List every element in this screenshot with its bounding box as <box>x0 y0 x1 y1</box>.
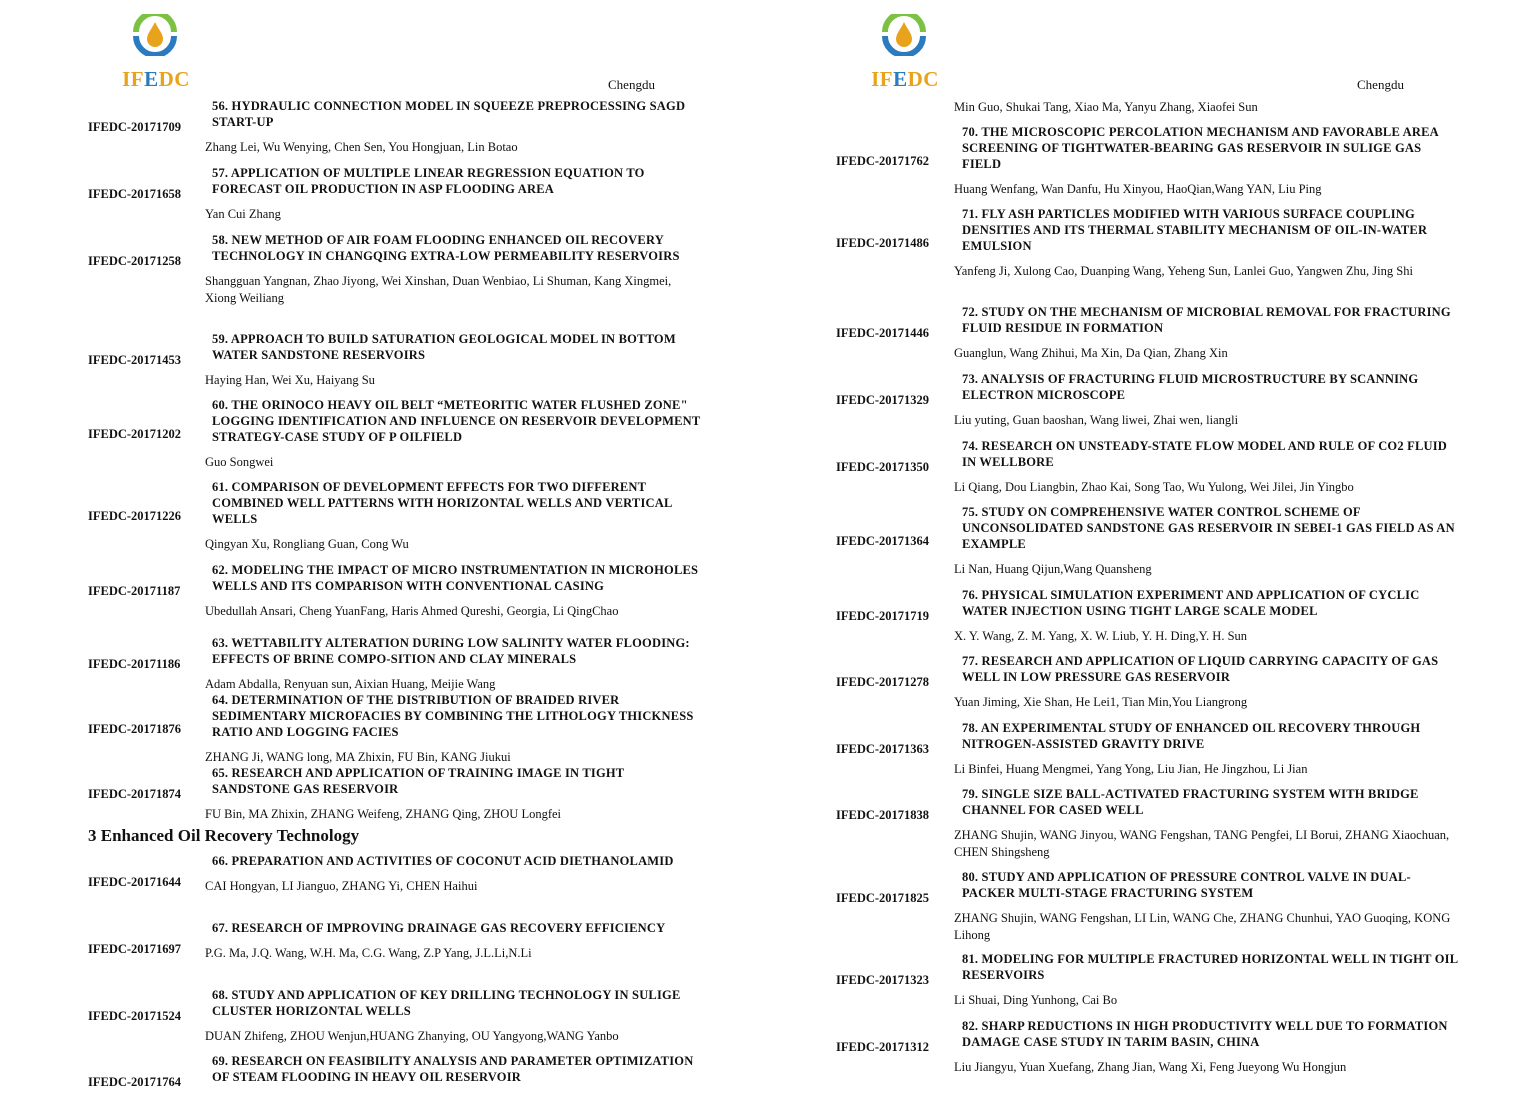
drop-logo-icon <box>130 14 180 56</box>
paper-code: IFEDC-20171486 <box>836 236 930 250</box>
paper-authors: Yan Cui Zhang <box>205 207 281 221</box>
paper-code: IFEDC-20171524 <box>88 1009 182 1023</box>
paper-title: 63. WETTABILITY ALTERATION DURING LOW SALINITY WATER FLOODING: EFFECTS OF BRINE COMPO-SITION AND CLAY MINERALS <box>212 636 690 666</box>
right-page <box>768 0 1536 1112</box>
paper-authors: Qingyan Xu, Rongliang Guan, Cong Wu <box>205 537 409 551</box>
paper-authors: Guanglun, Wang Zhihui, Ma Xin, Da Qian, Zhang Xin <box>954 346 1228 360</box>
paper-authors: Zhang Lei, Wu Wenying, Chen Sen, You Hongjuan, Lin Botao <box>205 140 518 154</box>
paper-code: IFEDC-20171876 <box>88 722 182 736</box>
paper-code: IFEDC-20171453 <box>88 353 182 367</box>
paper-code: IFEDC-20171658 <box>88 187 182 201</box>
paper-authors: Haying Han, Wei Xu, Haiyang Su <box>205 373 375 387</box>
lead-authors: Min Guo, Shukai Tang, Xiao Ma, Yanyu Zhang, Xiaofei Sun <box>954 100 1258 114</box>
paper-title: 75. STUDY ON COMPREHENSIVE WATER CONTROL SCHEME OF UNCONSOLIDATED SANDSTONE GAS RESERVOIR IN SEBEI-1 GAS FIELD AS AN EXAMPLE <box>962 505 1455 551</box>
paper-authors: DUAN Zhifeng, ZHOU Wenjun,HUANG Zhanying, OU Yangyong,WANG Yanbo <box>205 1029 619 1043</box>
paper-code: IFEDC-20171762 <box>836 154 930 168</box>
header-city: Chengdu <box>1357 77 1404 92</box>
paper-title: 77. RESEARCH AND APPLICATION OF LIQUID CARRYING CAPACITY OF GAS WELL IN LOW PRESSURE GAS RESERVOIR <box>962 654 1439 684</box>
paper-title: 69. RESEARCH ON FEASIBILITY ANALYSIS AND PARAMETER OPTIMIZATION OF STEAM FLOODING IN HEAVY OIL RESERVOIR <box>212 1054 694 1084</box>
section-heading: 3 Enhanced Oil Recovery Technology <box>88 826 360 845</box>
paper-title: 78. AN EXPERIMENTAL STUDY OF ENHANCED OIL RECOVERY THROUGH NITROGEN-ASSISTED GRAVITY DRIVE <box>962 721 1421 751</box>
ifedc-logo <box>111 14 201 91</box>
paper-authors: ZHANG Ji, WANG long, MA Zhixin, FU Bin, KANG Jiukui <box>205 750 511 764</box>
paper-authors: Shangguan Yangnan, Zhao Jiyong, Wei Xinshan, Duan Wenbiao, Li Shuman, Kang Xingmei, Xiong Weiliang <box>205 274 672 305</box>
paper-authors: ZHANG Shujin, WANG Jinyou, WANG Fengshan, TANG Pengfei, LI Borui, ZHANG Xiaochuan, CHEN Shingsheng <box>954 828 1450 859</box>
paper-code: IFEDC-20171323 <box>836 973 930 987</box>
paper-title: 64. DETERMINATION OF THE DISTRIBUTION OF BRAIDED RIVER SEDIMENTARY MICROFACIES BY COMBINING THE LITHOLOGY THICKNESS RATIO AND LOGGING FACIES <box>212 693 694 739</box>
paper-title: 62. MODELING THE IMPACT OF MICRO INSTRUMENTATION IN MICROHOLES WELLS AND ITS COMPARISON WITH CONVENTIONAL CASING <box>212 563 699 593</box>
paper-code: IFEDC-20171446 <box>836 326 930 340</box>
paper-code: IFEDC-20171258 <box>88 254 182 268</box>
paper-code: IFEDC-20171719 <box>836 609 930 623</box>
paper-code: IFEDC-20171874 <box>88 787 182 801</box>
paper-title: 81. MODELING FOR MULTIPLE FRACTURED HORIZONTAL WELL IN TIGHT OIL RESERVOIRS <box>962 952 1458 982</box>
paper-code: IFEDC-20171312 <box>836 1040 930 1054</box>
paper-title: 60. THE ORINOCO HEAVY OIL BELT “METEORITIC WATER FLUSHED ZONE" LOGGING IDENTIFICATION AND INFLUENCE ON RESERVOIR DEVELOPMENT STRATEGY-CASE STUDY OF P OILFIELD <box>212 398 701 444</box>
paper-authors: CAI Hongyan, LI Jianguo, ZHANG Yi, CHEN Haihui <box>205 879 478 893</box>
paper-code: IFEDC-20171709 <box>88 120 182 134</box>
paper-title: 67. RESEARCH OF IMPROVING DRAINAGE GAS RECOVERY EFFICIENCY <box>212 921 666 935</box>
paper-authors: Li Qiang, Dou Liangbin, Zhao Kai, Song Tao, Wu Yulong, Wei Jilei, Jin Yingbo <box>954 480 1354 494</box>
paper-authors: X. Y. Wang, Z. M. Yang, X. W. Liub, Y. H. Ding,Y. H. Sun <box>954 629 1248 643</box>
drop-logo-icon <box>879 14 929 56</box>
paper-authors: Huang Wenfang, Wan Danfu, Hu Xinyou, HaoQian,Wang YAN, Liu Ping <box>954 182 1322 196</box>
paper-authors: Liu Jiangyu, Yuan Xuefang, Zhang Jian, Wang Xi, Feng Jueyong Wu Hongjun <box>954 1060 1347 1074</box>
paper-title: 76. PHYSICAL SIMULATION EXPERIMENT AND APPLICATION OF CYCLIC WATER INJECTION USING TIGHT LARGE SCALE MODEL <box>962 588 1420 618</box>
paper-code: IFEDC-20171186 <box>88 657 181 671</box>
logo-text: IFEDC <box>122 67 190 91</box>
paper-title: 66. PREPARATION AND ACTIVITIES OF COCONUT ACID DIETHANOLAMID <box>212 854 674 868</box>
paper-title: 56. HYDRAULIC CONNECTION MODEL IN SQUEEZE PREPROCESSING SAGD START-UP <box>212 99 686 129</box>
ifedc-logo <box>860 14 950 91</box>
paper-title: 61. COMPARISON OF DEVELOPMENT EFFECTS FOR TWO DIFFERENT COMBINED WELL PATTERNS WITH HORIZONTAL WELLS AND VERTICAL WELLS <box>212 480 672 526</box>
paper-code: IFEDC-20171644 <box>88 875 182 889</box>
paper-authors: Li Binfei, Huang Mengmei, Yang Yong, Liu Jian, He Jingzhou, Li Jian <box>954 762 1308 776</box>
paper-title: 82. SHARP REDUCTIONS IN HIGH PRODUCTIVITY WELL DUE TO FORMATION DAMAGE CASE STUDY IN TARIM BASIN, CHINA <box>962 1019 1448 1049</box>
paper-code: IFEDC-20171838 <box>836 808 930 822</box>
paper-title: 70. THE MICROSCOPIC PERCOLATION MECHANISM AND FAVORABLE AREA SCREENING OF TIGHTWATER-BEARING GAS RESERVOIR IN SULIGE GAS FIELD <box>962 125 1439 171</box>
paper-authors: Ubedullah Ansari, Cheng YuanFang, Haris Ahmed Qureshi, Georgia, Li QingChao <box>205 604 619 618</box>
paper-title: 58. NEW METHOD OF AIR FOAM FLOODING ENHANCED OIL RECOVERY TECHNOLOGY IN CHANGQING EXTRA-LOW PERMEABILITY RESERVOIRS <box>212 233 680 263</box>
paper-authors: Li Nan, Huang Qijun,Wang Quansheng <box>954 562 1152 576</box>
paper-code: IFEDC-20171202 <box>88 427 182 441</box>
paper-authors: Li Shuai, Ding Yunhong, Cai Bo <box>954 993 1118 1007</box>
paper-code: IFEDC-20171226 <box>88 509 182 523</box>
paper-code: IFEDC-20171278 <box>836 675 930 689</box>
paper-authors: Guo Songwei <box>205 455 274 469</box>
paper-authors: Liu yuting, Guan baoshan, Wang liwei, Zhai wen, liangli <box>954 413 1239 427</box>
paper-authors: ZHANG Shujin, WANG Fengshan, LI Lin, WANG Che, ZHANG Chunhui, YAO Guoqing, KONG Lihong <box>954 911 1451 942</box>
paper-title: 71. FLY ASH PARTICLES MODIFIED WITH VARIOUS SURFACE COUPLING DENSITIES AND ITS THERMAL STABILITY MECHANISM OF OIL-IN-WATER EMULSION <box>962 207 1428 253</box>
paper-code: IFEDC-20171764 <box>88 1075 182 1089</box>
paper-title: 74. RESEARCH ON UNSTEADY-STATE FLOW MODEL AND RULE OF CO2 FLUID IN WELLBORE <box>962 439 1448 469</box>
paper-code: IFEDC-20171187 <box>88 584 181 598</box>
paper-code: IFEDC-20171825 <box>836 891 930 905</box>
paper-title: 68. STUDY AND APPLICATION OF KEY DRILLING TECHNOLOGY IN SULIGE CLUSTER HORIZONTAL WELLS <box>212 988 681 1018</box>
paper-title: 65. RESEARCH AND APPLICATION OF TRAINING IMAGE IN TIGHT SANDSTONE GAS RESERVOIR <box>212 766 625 796</box>
paper-title: 72. STUDY ON THE MECHANISM OF MICROBIAL REMOVAL FOR FRACTURING FLUID RESIDUE IN FORMATION <box>962 305 1451 335</box>
paper-title: 59. APPROACH TO BUILD SATURATION GEOLOGICAL MODEL IN BOTTOM WATER SANDSTONE RESERVOIRS <box>212 332 676 362</box>
paper-authors: FU Bin, MA Zhixin, ZHANG Weifeng, ZHANG Qing, ZHOU Longfei <box>205 807 562 821</box>
paper-code: IFEDC-20171364 <box>836 534 930 548</box>
paper-title: 79. SINGLE SIZE BALL-ACTIVATED FRACTURING SYSTEM WITH BRIDGE CHANNEL FOR CASED WELL <box>962 787 1419 817</box>
logo-text: IFEDC <box>871 67 939 91</box>
paper-authors: P.G. Ma, J.Q. Wang, W.H. Ma, C.G. Wang, Z.P Yang, J.L.Li,N.Li <box>205 946 532 960</box>
header-city: Chengdu <box>608 77 655 92</box>
paper-authors: Yanfeng Ji, Xulong Cao, Duanping Wang, Yeheng Sun, Lanlei Guo, Yangwen Zhu, Jing Shi <box>954 264 1413 278</box>
paper-title: 73. ANALYSIS OF FRACTURING FLUID MICROSTRUCTURE BY SCANNING ELECTRON MICROSCOPE <box>962 372 1419 402</box>
paper-code: IFEDC-20171350 <box>836 460 930 474</box>
paper-authors: Adam Abdalla, Renyuan sun, Aixian Huang, Meijie Wang <box>205 677 496 691</box>
paper-code: IFEDC-20171329 <box>836 393 930 407</box>
paper-code: IFEDC-20171697 <box>88 942 182 956</box>
paper-title: 57. APPLICATION OF MULTIPLE LINEAR REGRESSION EQUATION TO FORECAST OIL PRODUCTION IN ASP FLOODING AREA <box>212 166 645 196</box>
paper-code: IFEDC-20171363 <box>836 742 930 756</box>
paper-authors: Yuan Jiming, Xie Shan, He Lei1, Tian Min,You Liangrong <box>954 695 1248 709</box>
paper-title: 80. STUDY AND APPLICATION OF PRESSURE CONTROL VALVE IN DUAL-PACKER MULTI-STAGE FRACTURING SYSTEM <box>962 870 1411 900</box>
